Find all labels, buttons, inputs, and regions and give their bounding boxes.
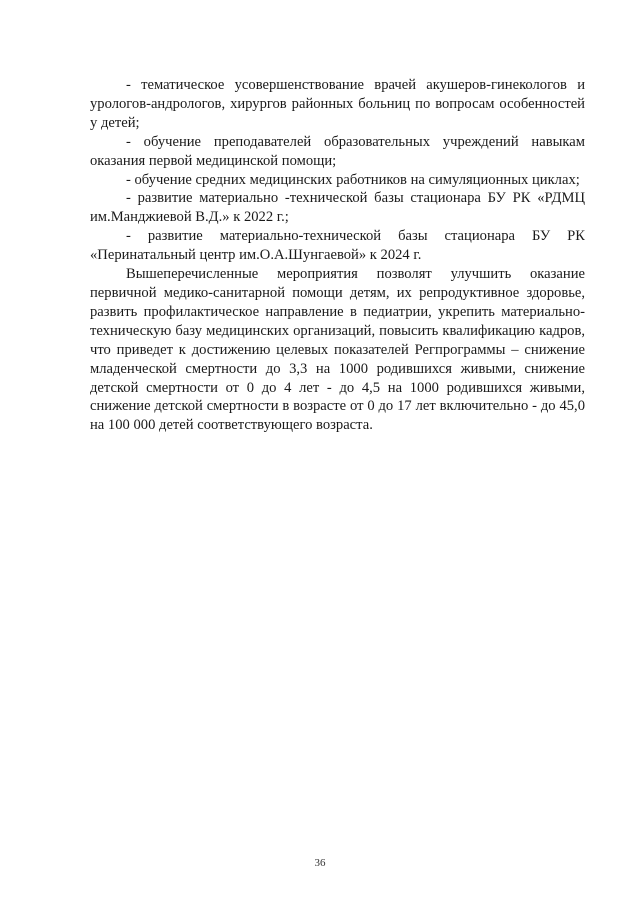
body-text xyxy=(90,76,585,435)
list-item-nurses-simulation: - обучение средних медицинских работников на симуляционных циклах; xyxy=(126,171,580,188)
page-number: 36 xyxy=(314,857,326,869)
list-item-rdmc-base: - развитие материально -технической базы стационара БУ РК «РДМЦ им.Манджиевой В.Д.» к 2022 г.; xyxy=(90,190,585,226)
summary-paragraph: Вышеперечисленные мероприятия позволят улучшить оказание первичной медико-санитарной помощи детям, их репродуктивное здоровье, развить профилактическое направление в педиатрии, укрепить материально-техническую базу медицинских организаций, повысить квалификацию кадров, что приведет к достижению целевых показателей Регпрограммы – снижение младенческой смертности до 3,3 на 1000 родившихся живыми, снижение детской смертности от 0 до 4 лет - до 4,5 на 1000 родившихся живыми, снижение детской смертности в возрасте от 0 до 17 лет включительно - до 45,0 на 100 000 детей соответствующего возраста. xyxy=(90,266,585,434)
list-item-perinatal-center-base: - развитие материально-технической базы стационара БУ РК «Перинатальный центр им.О.А.Шунгаевой» к 2024 г. xyxy=(90,228,585,264)
list-item-teachers-first-aid: - обучение преподавателей образовательных учреждений навыкам оказания первой медицинской помощи; xyxy=(90,133,585,169)
list-item-gynecologists-training: - тематическое усовершенствование врачей акушеров-гинекологов и урологов-андрологов, хирургов районных больниц по вопросам особенностей у детей; xyxy=(90,77,585,131)
